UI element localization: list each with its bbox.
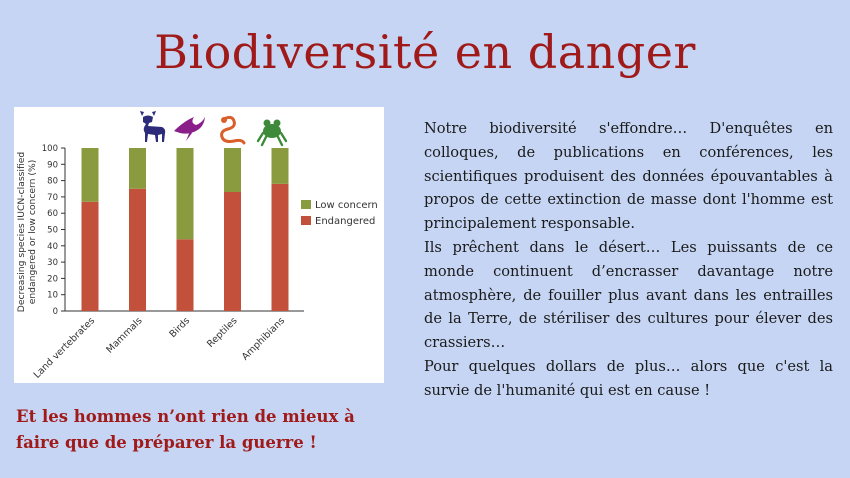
y-tick-label: 60: [47, 209, 58, 220]
y-tick-label: 30: [47, 258, 58, 269]
bar-low-concern: [272, 148, 289, 184]
legend-label: Endangered: [315, 216, 376, 227]
y-axis-label-line-1: Decreasing species IUCN-classified: [16, 151, 27, 313]
y-tick-label: 40: [47, 241, 58, 252]
stacked-bar-chart: [14, 107, 384, 383]
y-axis-label: [16, 152, 38, 312]
bar-low-concern: [224, 148, 241, 192]
y-tick-label: 90: [47, 160, 58, 171]
bar-endangered: [224, 192, 241, 311]
legend: [301, 200, 378, 227]
y-tick-label: 70: [47, 192, 58, 203]
x-tick-label: Reptiles: [205, 315, 240, 350]
caption: Et les hommes n’ont rien de mieux à faire que de préparer la guerre !: [16, 407, 355, 452]
y-axis-ticks: [42, 144, 65, 317]
bar-low-concern: [82, 148, 99, 202]
bar-endangered: [177, 239, 194, 311]
y-tick-label: 20: [47, 274, 58, 285]
deer-icon: [140, 111, 165, 142]
chart-card: [14, 107, 384, 383]
legend-label: Low concern: [315, 200, 378, 211]
legend-swatch: [301, 216, 311, 225]
y-axis-label-line-2: endangered or low concern (%): [27, 159, 38, 305]
bar-endangered: [129, 189, 146, 311]
y-tick-label: 80: [47, 176, 58, 187]
y-tick-label: 0: [52, 307, 58, 317]
snake-icon: [221, 117, 244, 143]
bird-icon: [174, 117, 205, 141]
frog-icon: [258, 120, 286, 146]
bar-low-concern: [177, 148, 194, 239]
body-text: [424, 117, 833, 403]
x-tick-label: Land vertebrates: [31, 315, 98, 381]
y-tick-label: 10: [47, 290, 58, 301]
bar-low-concern: [129, 148, 146, 189]
x-tick-label: Mammals: [104, 315, 145, 356]
bar-endangered: [272, 184, 289, 311]
y-tick-label: 50: [47, 225, 58, 236]
x-tick-label: Amphibians: [239, 315, 288, 363]
paragraph-3: Pour quelques dollars de plus… alors que c'est la survie de l'humanité qui est en cause !: [424, 357, 833, 399]
x-tick-label: Birds: [167, 315, 193, 341]
bars: [82, 148, 289, 311]
bar-endangered: [82, 202, 99, 311]
y-tick-label: 100: [41, 144, 58, 154]
legend-swatch: [301, 200, 311, 209]
page-title: Biodiversité en danger: [154, 25, 696, 79]
x-axis-labels: [32, 315, 287, 380]
paragraph-1: Notre biodiversité s'effondre… D'enquêtes en colloques, de publications en conférences, les scientifiques produisent des données épouvantables à propos de cette extinction de masse dont l'homme est principalement responsable.: [424, 120, 833, 233]
paragraph-2: Ils prêchent dans le désert… Les puissants de ce monde continuent d’encrasser davantage notre atmosphère, de fouiller plus avant dans les entrailles de la Terre, de stériliser des cultures pour élever des crassiers…: [424, 238, 833, 352]
